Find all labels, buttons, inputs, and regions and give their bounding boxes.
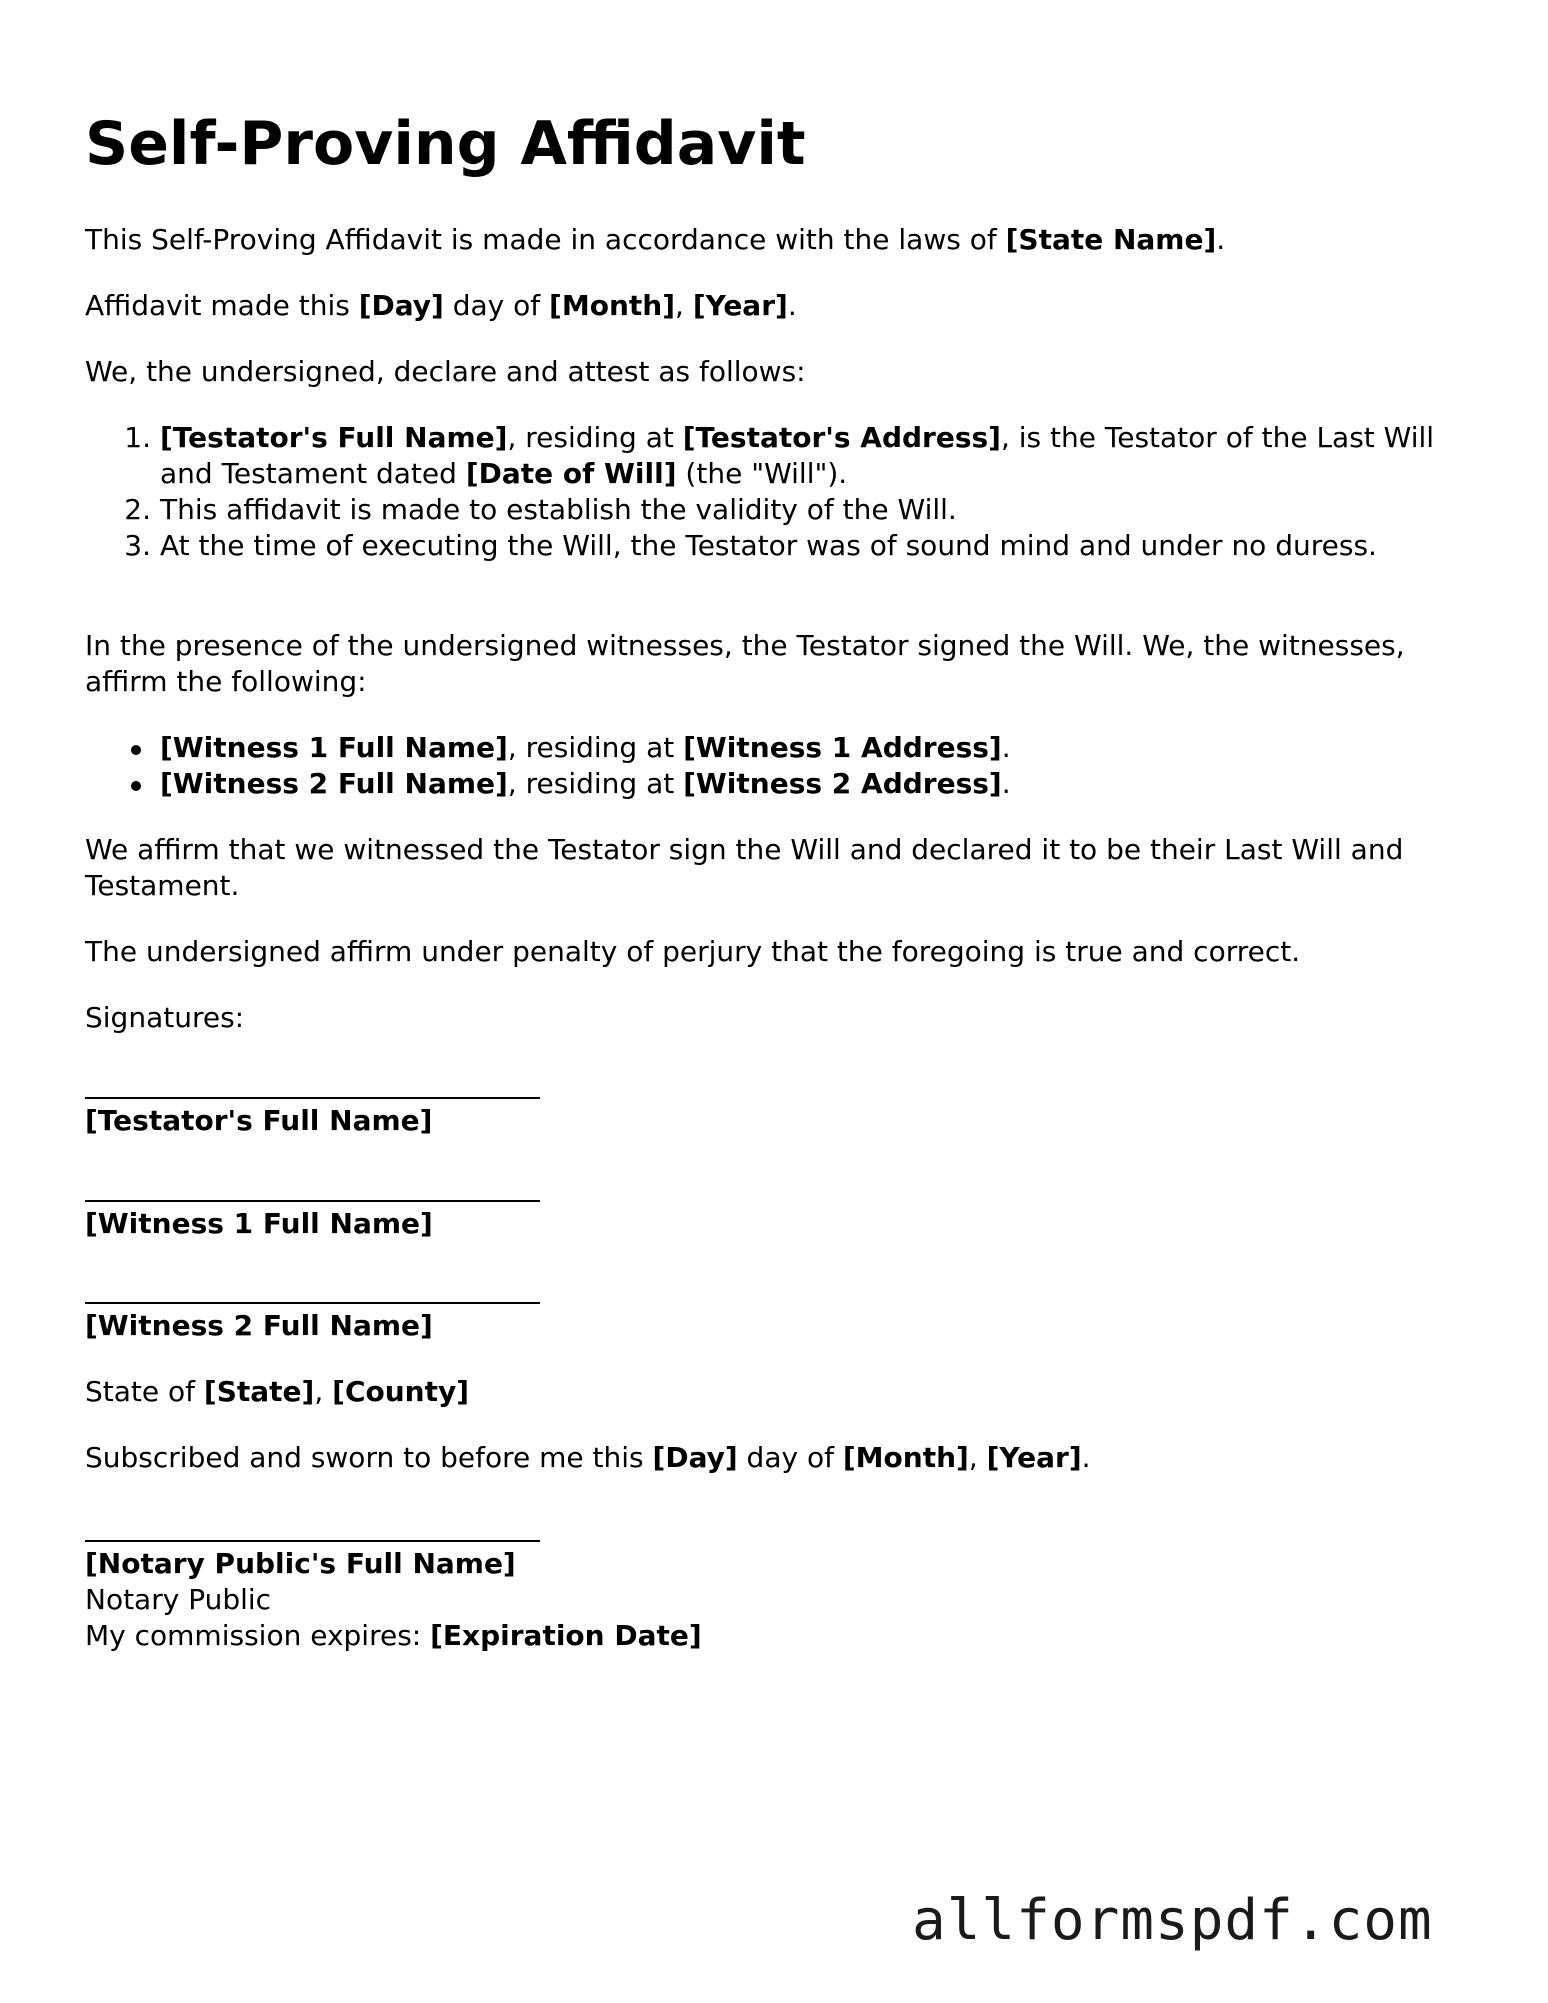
list-item: [Witness 2 Full Name], residing at [Witness 2 Address].	[85, 766, 1465, 802]
list-item: 1. [Testator's Full Name], residing at [Testator's Address], is the Testator of the Last Will and Testament dated [Date of Will] (the "Will").	[124, 421, 1435, 490]
signatures-label: Signatures:	[85, 1001, 245, 1034]
intro-paragraph: This Self-Proving Affidavit is made in accordance with the laws of [State Name].	[85, 223, 1226, 256]
commission-expiration: My commission expires: [Expiration Date]	[85, 1619, 702, 1652]
declarations-list	[85, 420, 1465, 564]
witness1-signature-name: [Witness 1 Full Name]	[85, 1207, 433, 1240]
witness-list	[85, 730, 1465, 802]
witness2-signature-name: [Witness 2 Full Name]	[85, 1309, 433, 1342]
notary-name: [Notary Public's Full Name]	[85, 1547, 516, 1580]
page-title: Self-Proving Affidavit	[85, 109, 806, 179]
month-placeholder: [Month]	[842, 1441, 969, 1474]
testator-signature-line	[85, 1097, 540, 1099]
notary-signature-line	[85, 1540, 540, 1542]
site-watermark: allformspdf.com	[912, 1888, 1433, 1953]
will-date-placeholder: [Date of Will]	[465, 457, 677, 490]
day-placeholder: [Day]	[652, 1441, 738, 1474]
bullet-icon	[131, 745, 141, 755]
presence-paragraph: In the presence of the undersigned witnesses, the Testator signed the Will. We, the witnesses, affirm the following:	[85, 629, 1405, 698]
declare-paragraph: We, the undersigned, declare and attest as follows:	[85, 355, 806, 388]
witness2-signature-line	[85, 1302, 540, 1304]
county-placeholder: [County]	[332, 1375, 470, 1408]
notary-title: Notary Public	[85, 1583, 272, 1616]
list-item: 2. This affidavit is made to establish the validity of the Will.	[124, 493, 957, 526]
day-placeholder: [Day]	[358, 289, 444, 322]
witness2-name-placeholder: [Witness 2 Full Name]	[160, 767, 508, 800]
witness1-signature-line	[85, 1200, 540, 1202]
venue-line: State of [State], [County]	[85, 1375, 470, 1408]
expiration-date-placeholder: [Expiration Date]	[430, 1619, 702, 1652]
perjury-paragraph: The undersigned affirm under penalty of perjury that the foregoing is true and correct.	[85, 935, 1301, 968]
testator-name-placeholder: [Testator's Full Name]	[160, 421, 508, 454]
bullet-icon	[131, 781, 141, 791]
testator-address-placeholder: [Testator's Address]	[682, 421, 1001, 454]
year-placeholder: [Year]	[692, 289, 788, 322]
testator-signature-name: [Testator's Full Name]	[85, 1104, 433, 1137]
witness2-address-placeholder: [Witness 2 Address]	[683, 767, 1002, 800]
affirm-witnessed-paragraph: We affirm that we witnessed the Testator sign the Will and declared it to be their Last Will and Testament.	[85, 833, 1404, 902]
affidavit-date-line: Affidavit made this [Day] day of [Month], [Year].	[85, 289, 797, 322]
witness1-name-placeholder: [Witness 1 Full Name]	[160, 731, 508, 764]
list-item: 3. At the time of executing the Will, the Testator was of sound mind and under no duress.	[124, 529, 1377, 562]
witness1-address-placeholder: [Witness 1 Address]	[683, 731, 1002, 764]
year-placeholder: [Year]	[986, 1441, 1082, 1474]
sworn-line: Subscribed and sworn to before me this [Day] day of [Month], [Year].	[85, 1441, 1091, 1474]
month-placeholder: [Month]	[549, 289, 675, 322]
state-placeholder: [State]	[203, 1375, 315, 1408]
list-item: [Witness 1 Full Name], residing at [Witness 1 Address].	[85, 730, 1465, 766]
state-name-placeholder: [State Name]	[1005, 223, 1217, 256]
